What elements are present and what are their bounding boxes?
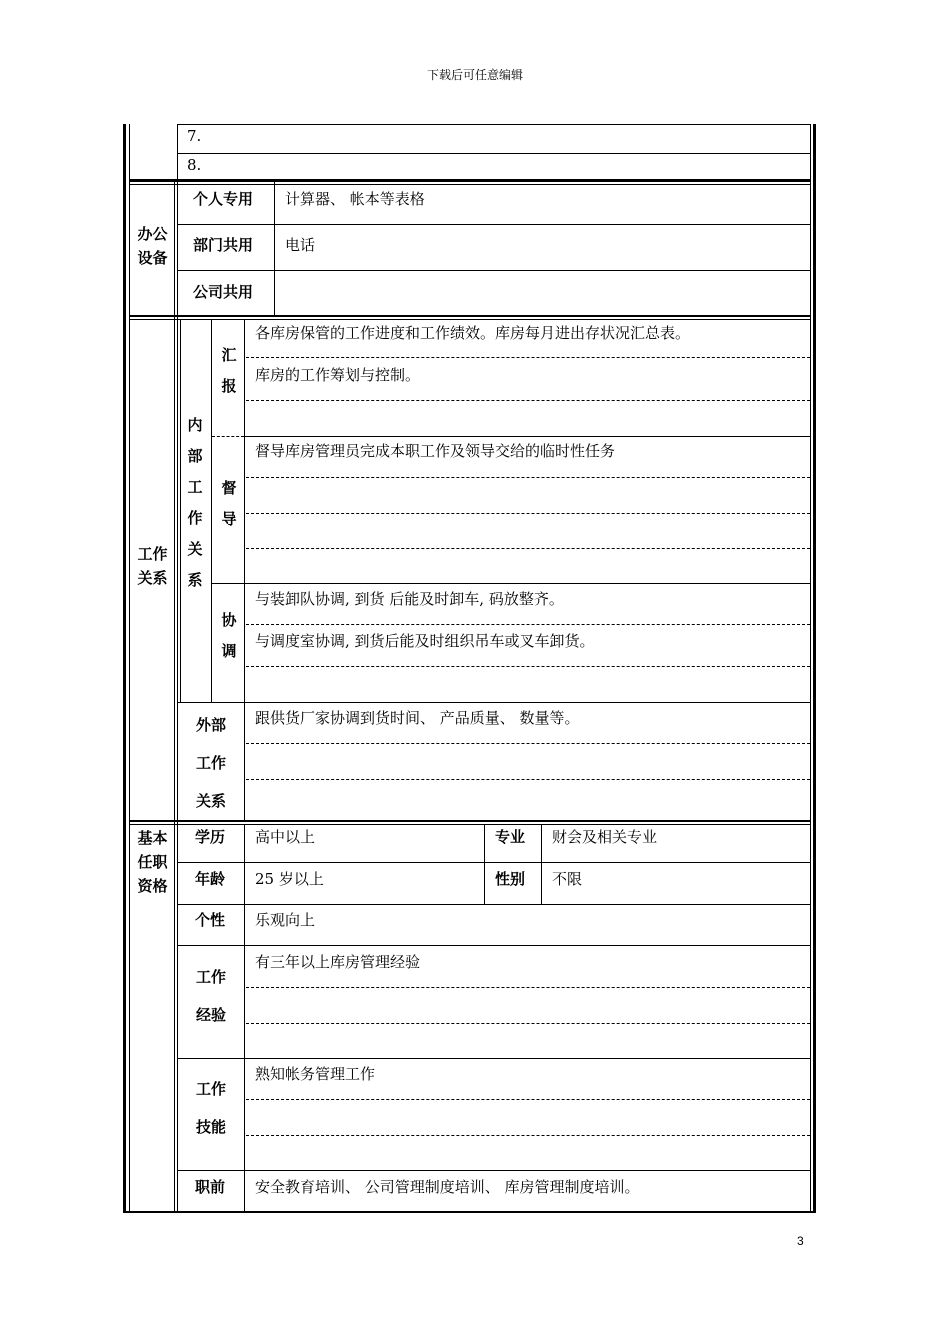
office-label-department: 部门共用 xyxy=(193,236,254,254)
external-label: 外部工作关系 xyxy=(195,716,226,810)
report-line-1: 各库房保管的工作进度和工作绩效。库房每月进出存状况汇总表。 xyxy=(255,324,691,342)
education-value: 高中以上 xyxy=(255,828,316,846)
gender-label: 性别 xyxy=(495,870,526,888)
external-line-1: 跟供货厂家协调到货时间、 产品质量、 数量等。 xyxy=(255,709,580,727)
supervise-line-1: 督导库房管理员完成本职工作及领导交给的临时性任务 xyxy=(255,442,616,460)
age-value: 25 岁以上 xyxy=(255,870,324,888)
page-number: 3 xyxy=(797,1234,804,1248)
skills-label: 工作技能 xyxy=(195,1080,226,1136)
experience-value: 有三年以上库房管理经验 xyxy=(255,953,421,971)
relations-title: 工作关系 xyxy=(137,545,168,587)
coord-line-1: 与装卸队协调, 到货 后能及时卸车, 码放整齐。 xyxy=(255,590,564,608)
personality-value: 乐观向上 xyxy=(255,911,316,929)
supervise-label: 督导 xyxy=(221,479,237,528)
age-label: 年龄 xyxy=(195,870,226,888)
coord-label: 协调 xyxy=(221,611,237,660)
major-label: 专业 xyxy=(495,828,526,846)
major-value: 财会及相关专业 xyxy=(552,828,658,846)
pre-job-value: 安全教育培训、 公司管理制度培训、 库房管理制度培训。 xyxy=(255,1178,640,1196)
education-label: 学历 xyxy=(195,828,226,846)
personality-label: 个性 xyxy=(195,911,226,929)
skills-value: 熟知帐务管理工作 xyxy=(255,1065,376,1083)
experience-label: 工作经验 xyxy=(195,968,226,1024)
office-label-personal: 个人专用 xyxy=(193,190,254,208)
pre-job-label: 职前 xyxy=(195,1178,226,1196)
page-header: 下载后可任意编辑 xyxy=(426,68,523,82)
gender-value: 不限 xyxy=(552,870,583,888)
report-label: 汇报 xyxy=(221,346,237,395)
report-line-2: 库房的工作筹划与控制。 xyxy=(255,366,421,384)
office-value-department: 电话 xyxy=(285,236,316,254)
coord-line-2: 与调度室协调, 到货后能及时组织吊车或叉车卸货。 xyxy=(255,632,595,650)
office-label-company: 公司共用 xyxy=(193,283,254,301)
office-title: 办公设备 xyxy=(137,225,168,267)
internal-title: 内部工作关系 xyxy=(187,416,203,589)
row-7: 7. xyxy=(187,127,202,145)
qualification-title: 基本任职资格 xyxy=(137,829,168,895)
office-value-personal: 计算器、 帐本等表格 xyxy=(285,190,425,208)
row-8: 8. xyxy=(187,156,202,174)
